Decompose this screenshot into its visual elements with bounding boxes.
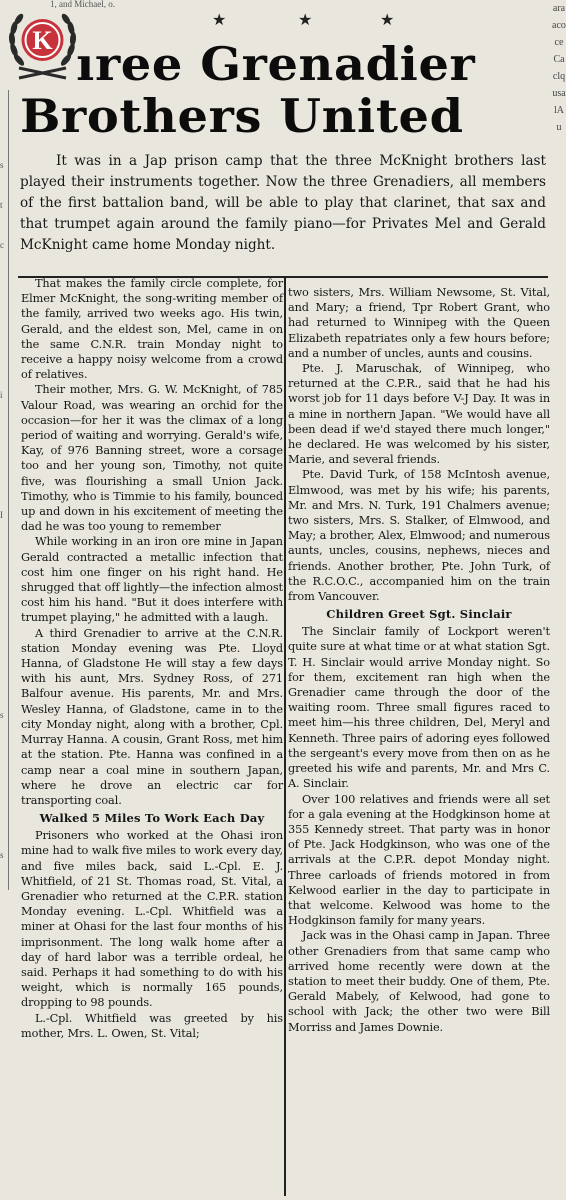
article-paragraph: Pte. J. Maruschak, of Winnipeg, who returned at the C.P.R., said that he had his worst job for 11 days before V-J Day. It was in a mine in northern Japan. "We would have all been dead if we'd stayed there much longer," he declared. He was welcomed by his sister, Marie, and several friends. — [288, 362, 550, 467]
article-paragraph: Their mother, Mrs. G. W. McKnight, of 785 Valour Road, was wearing an orchid for the occasion—for her it was the climax of a long period of waiting and worrying. Gerald's wife, Kay, of 976 Banning street, wore a corsage too and her young son, Timothy, not quite five, was flourishing a small Union Jack. Timothy, who is Timmie to his family, bounced up and down in his excitement of meeting the dad he was too young to remember — [21, 383, 283, 534]
margin-letter: i — [0, 390, 3, 400]
adjacent-column-fragment: araacoceCaclqusalAu — [552, 3, 566, 133]
margin-letter: s — [0, 850, 4, 860]
margin-letter: c — [0, 240, 4, 250]
article-paragraph: two sisters, Mrs. William Newsome, St. Vital, and Mary; a friend, Tpr Robert Grant, who had returned to Winnipeg with the Queen Elizabeth repatriates only a few hours before; and a number of uncles, aunts and cousins. — [288, 286, 550, 360]
article-paragraph: While working in an iron ore mine in Japan Gerald contracted a metallic infection that cost him one finger on his right hand. He shrugged that off lightly—the infection almost cost him his hand. "But it does interfere with trumpet playing," he admitted with a laugh. — [21, 535, 283, 625]
lead-text: It was in a Jap prison camp that the three McKnight brothers last played their instruments together. Now the three Grenadiers, all members of the first battalion band, will be able to play that clarinet, that sax and that trumpet again around the family piano—for Privates Mel and Gerald McKnight came home Monday night. — [20, 153, 546, 253]
lead-paragraph — [20, 151, 546, 256]
masthead-star: ★ — [298, 10, 313, 29]
article-paragraph: The Sinclair family of Lockport weren't quite sure at what time or at what station Sgt. T. H. Sinclair would arrive Monday night. So for them, excitement ran high when the Grenadier came through the door of the waiting room. Three small figures raced to meet him—his three children, Del, Meryl and Kenneth. Three pairs of adoring eyes followed the sergeant's every move from then on as he greeted his wife and parents, Mr. and Mrs C. A. Sinclair. — [288, 625, 550, 791]
headline-line-1: ıree Grenadier — [76, 37, 476, 91]
column-divider-rule — [284, 277, 286, 1196]
margin-letter: s — [0, 710, 4, 720]
article-paragraph: Jack was in the Ohasi camp in Japan. Three other Grenadiers from that same camp who arrived home recently were down at the station to meet their buddy. One of them, Pte. Gerald Mabely, of Kelwood, had gone to school with Jack; the other two were Bill Morriss and James Downie. — [288, 929, 550, 1034]
margin-letter: t — [0, 200, 3, 210]
logo-letter: K — [32, 26, 53, 55]
article-paragraph: That makes the family circle complete, for Elmer McKnight, the song-writing member of the family, arrived two weeks ago. His twin, Gerald, and the eldest son, Mel, came in on the same C.N.R. train Monday night to receive a happy noisy welcome from a crowd of relatives. — [21, 277, 283, 382]
article-paragraph: L.-Cpl. Whitfield was greeted by his mother, Mrs. L. Owen, St. Vital; — [21, 1011, 283, 1040]
article-paragraph: Pte. David Turk, of 158 McIntosh avenue, Elmwood, was met by his wife; his parents, Mr. and Mrs. N. Turk, 191 Chalmers avenue; two sisters, Mrs. S. Stalker, of Elmwood, and May; a brother, Alex, Elmwood; and numerous aunts, uncles, cousins, nephews, nieces and friends. Another brother, Pte. John Turk, of the R.C.O.C., accompanied him on the train from Vancouver. — [288, 468, 550, 604]
margin-letter: I — [0, 510, 3, 520]
headline-line-2: Brothers United — [20, 89, 464, 143]
article-paragraph: Over 100 relatives and friends were all set for a gala evening at the Hodgkinson home at 355 Kennedy street. That party was in honor of Pte. Jack Hodgkinson, who was one of the arrivals at the C.P.R. depot Monday night. Three carloads of friends motored in from Kelwood earlier in the day to participate in that welcome. Kelwood was home to the Hodgkinson family for many years. — [288, 792, 550, 928]
headline — [20, 38, 566, 142]
left-column — [21, 276, 283, 1041]
article-paragraph: Prisoners who worked at the Ohasi iron mine had to walk five miles to work every day, and five miles back, said L.-Cpl. E. J. Whitfield, of 21 St. Thomas road, St. Vital, a Grenadier who returned at the C.P.R. station Monday evening. L.-Cpl. Whitfield was a miner at Ohasi for the last four months of his imprisonment. The long walk home after a day of hard labor was a terrible ordeal, he said. Perhaps it had something to do with his weight, which is normally 165 pounds, dropping to 98 pounds. — [21, 829, 283, 1010]
left-margin-fragment — [0, 90, 9, 890]
margin-letter: s — [0, 160, 4, 170]
right-column — [288, 285, 550, 1035]
masthead-star: ★ — [380, 10, 395, 29]
subhead-children-greet: Children Greet Sgt. Sinclair — [326, 607, 512, 622]
masthead-star: ★ — [212, 10, 227, 29]
article-paragraph: A third Grenadier to arrive at the C.N.R. station Monday evening was Pte. Lloyd Hanna, of Gladstone He will stay a few days with his aunt, Mrs. Sydney Ross, of 271 Balfour avenue. His parents, Mr. and Mrs. Wesley Hanna, of Gladstone, came in to the city Monday night, along with a brother, Cpl. Murray Hanna. A cousin, Grant Ross, met him at the station. Pte. Hanna was confined in a camp near a coal mine in southern Japan, where he drove an electric car for transporting coal. — [21, 626, 283, 807]
top-cut-fragment: 1, and Michael, o. — [50, 0, 115, 8]
subhead-walked-miles: Walked 5 Miles To Work Each Day — [39, 811, 265, 826]
